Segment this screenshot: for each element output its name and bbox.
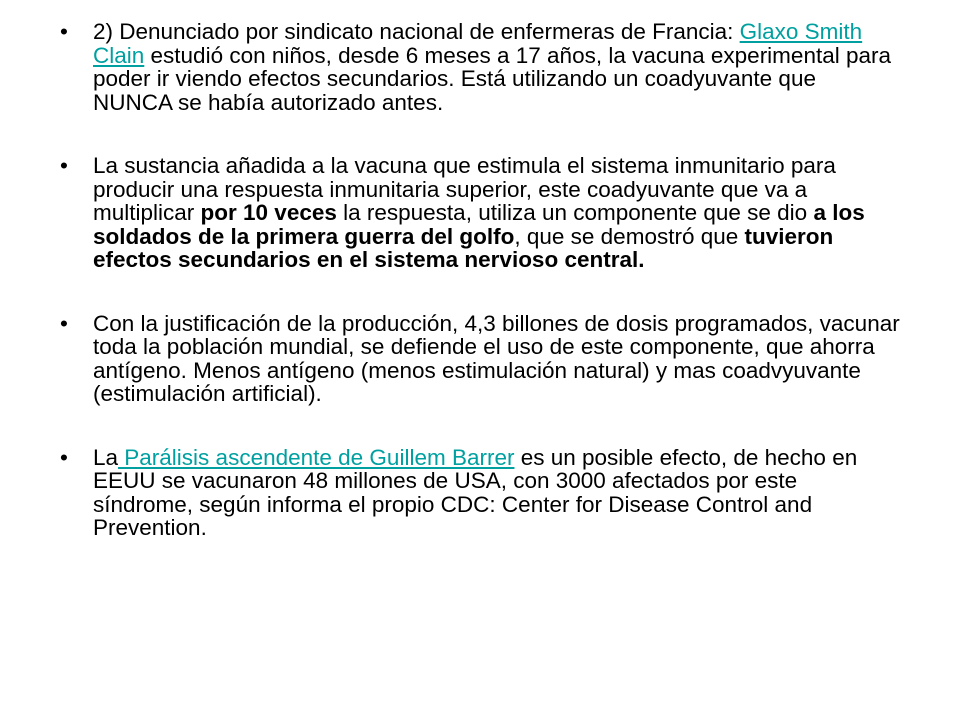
bold-text-segment: tuvieron efectos secundarios en el sistema nervioso central. — [93, 223, 834, 272]
bullet-text-segment: La sustancia añadida a la vacuna que estimula el sistema inmunitario para producir una respuesta inmunitaria superior, este coadyuvante que va a multiplicar — [93, 153, 836, 225]
bullet-item-guillain-barre — [60, 446, 900, 540]
bullet-text-segment: , que se demostró que — [514, 223, 745, 249]
bullet-text-segment: es un posible efecto, de hecho en EEUU se vacunaron 48 millones de USA, con 3000 afectados por este síndrome, según informa el propio CDC: Center for Disease Control and Prevention. — [93, 444, 858, 540]
bullet-icon: • — [60, 444, 68, 470]
glaxo-smith-clain-link[interactable]: Glaxo Smith Clain — [93, 19, 863, 68]
bold-text-segment: por 10 veces — [200, 200, 337, 225]
bullet-text-segment: estudió con niños, desde 6 meses a 17 años, la vacuna experimental para poder ir viendo efectos secundarios. Está utilizando un coadyuvante que NUNCA se había autorizado antes. — [93, 42, 891, 115]
bullet-item-glaxo-study — [60, 20, 900, 114]
bullet-text-segment: la respuesta, utiliza un componente que se dio — [336, 200, 814, 225]
bullet-text-segment: Con la justificación de la producción, 4,3 billones de dosis programados, vacunar toda la población mundial, se defiende el uso de este componente, que ahorra antígeno. Menos antígeno (menos estimulación natural) y mas coadvyuvante (estimulación artificial). — [93, 310, 900, 406]
bold-text-segment: a los soldados de la primera guerra del golfo — [93, 200, 865, 249]
bullet-item-production — [60, 312, 900, 406]
bullet-icon: • — [60, 19, 68, 44]
bullet-icon: • — [60, 153, 68, 178]
bullet-list — [60, 20, 900, 540]
bullet-item-adjuvant — [60, 154, 900, 272]
bullet-text-segment: 2) Denunciado por sindicato nacional de enfermeras de Francia: — [93, 19, 740, 44]
guillem-barrer-link[interactable]: Parálisis ascendente de Guillem Barrer — [118, 444, 515, 470]
bullet-text-segment: La — [93, 444, 119, 470]
bullet-icon: • — [60, 310, 68, 336]
